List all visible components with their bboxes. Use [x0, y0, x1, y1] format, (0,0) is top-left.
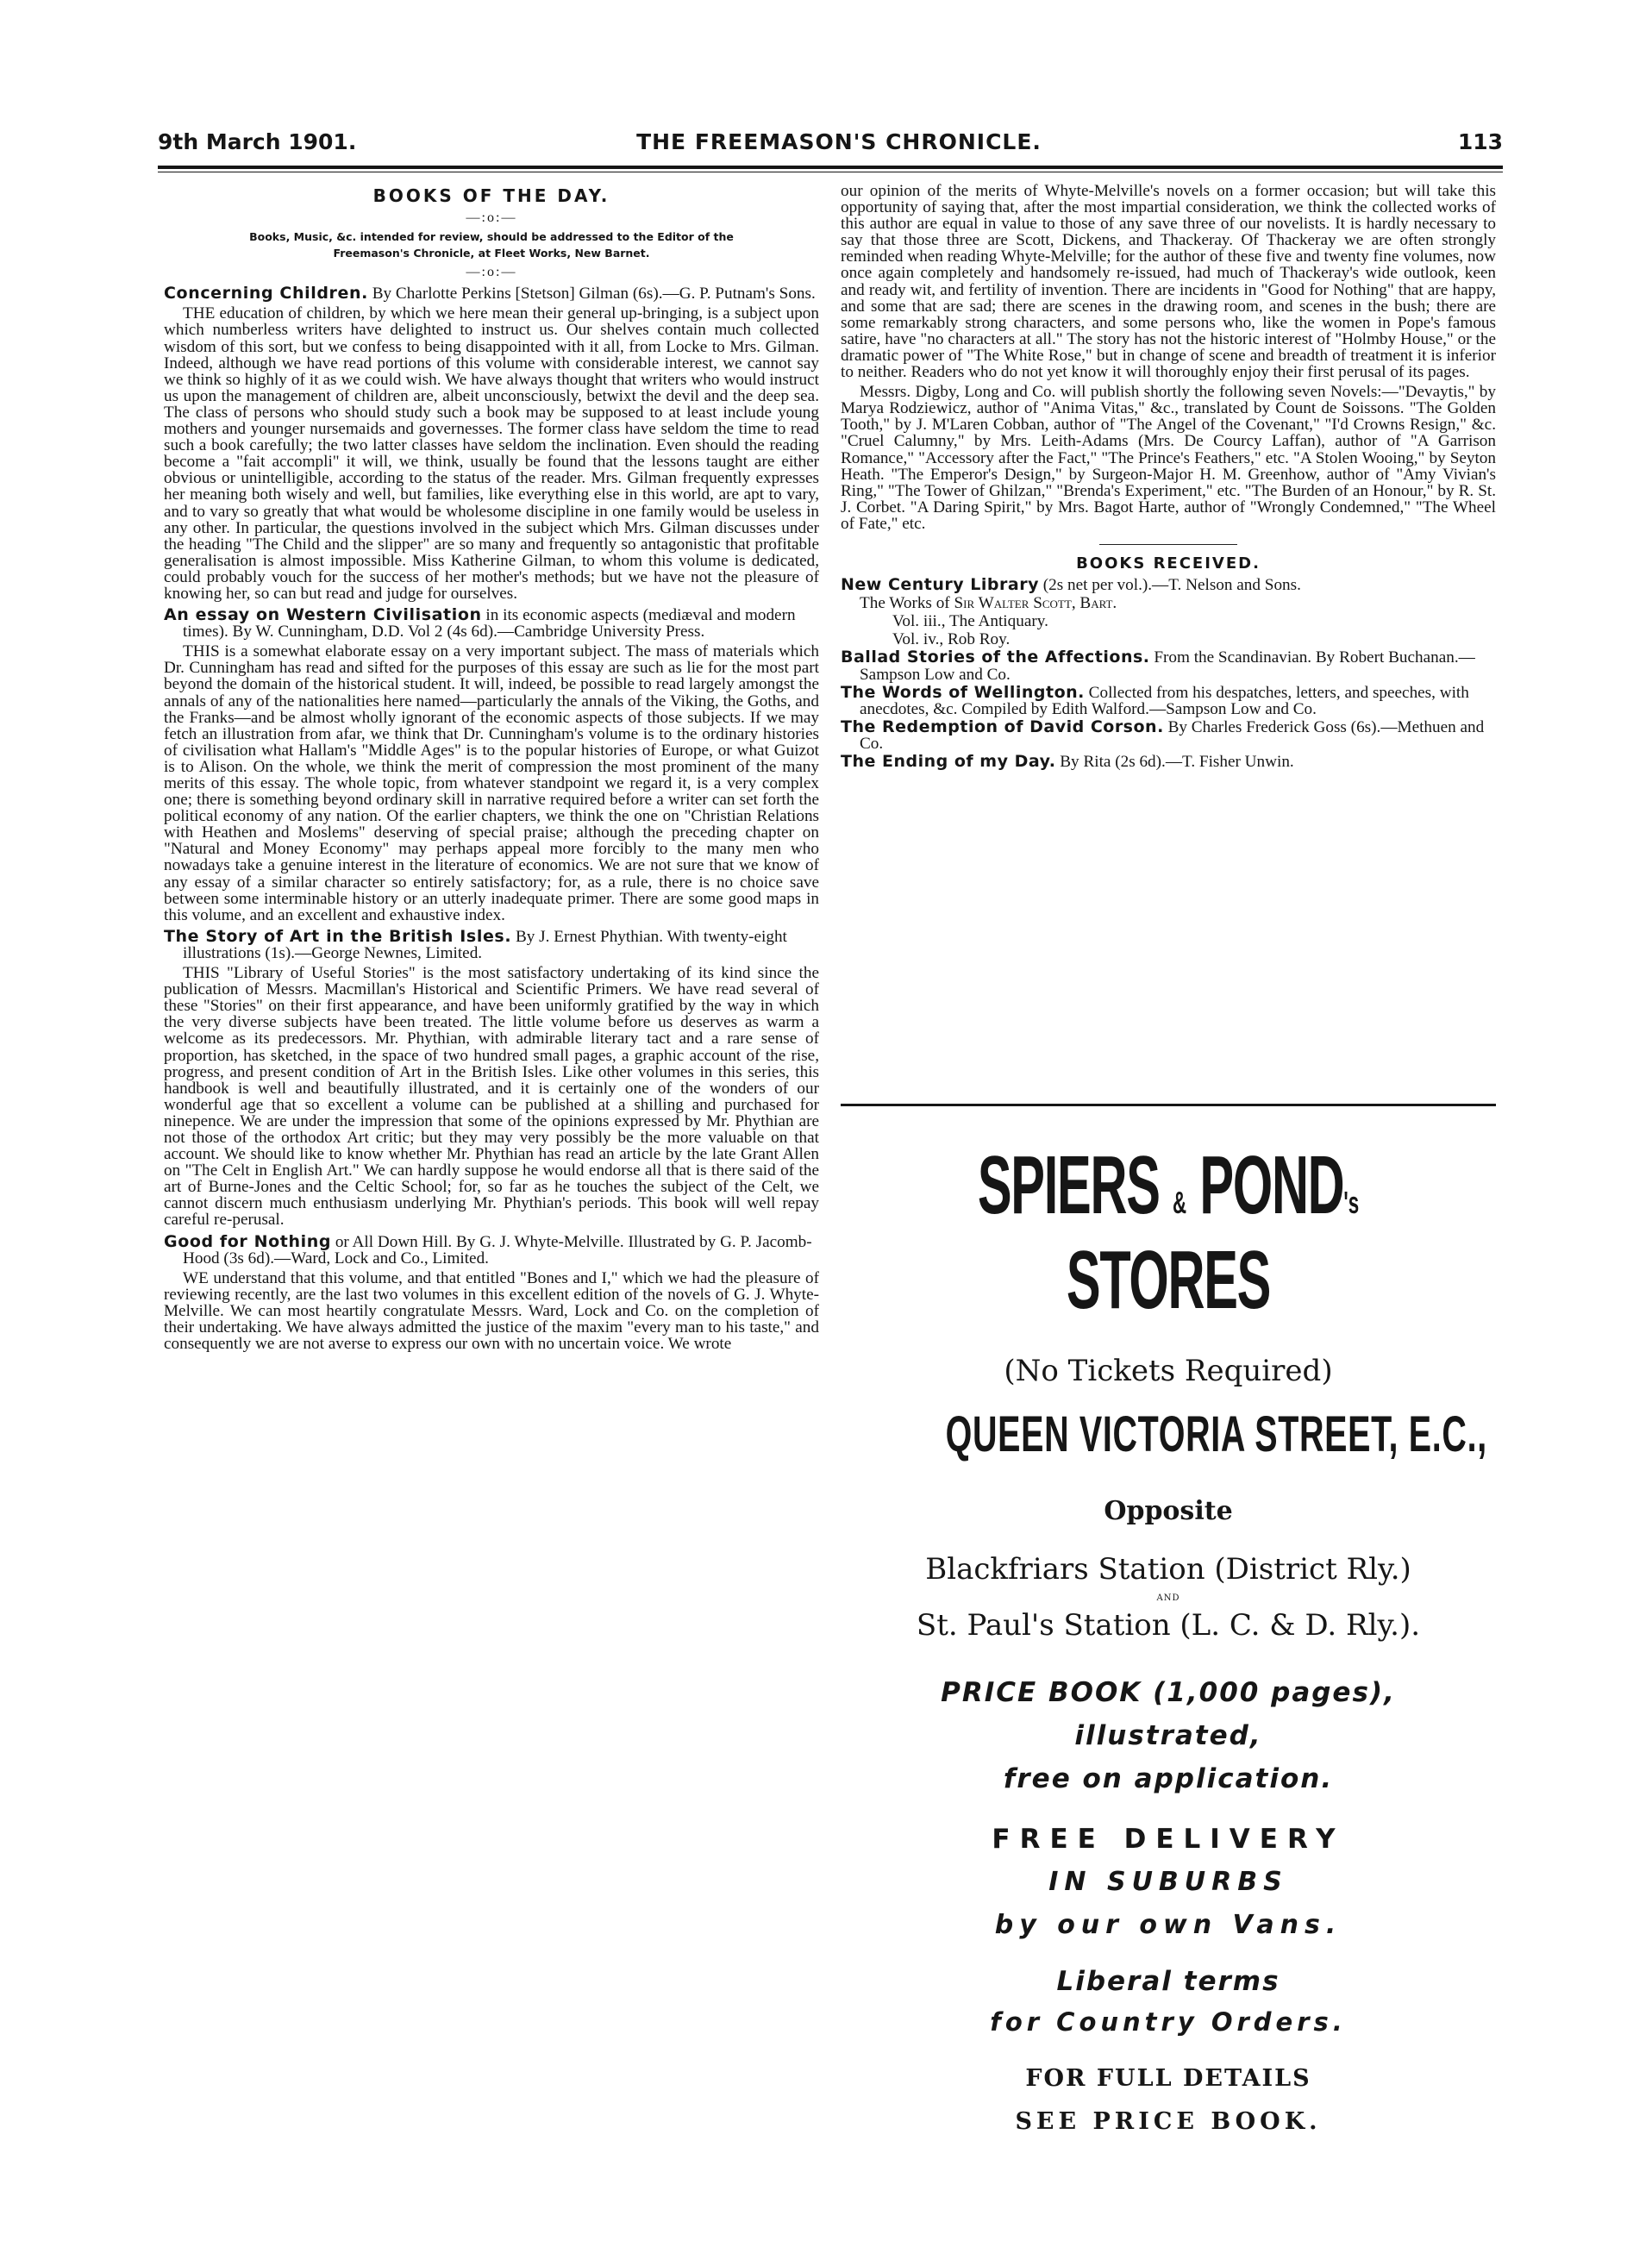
publisher-announcement: Messrs. Digby, Long and Co. will publish shortly the following seven Novels:—"Devaytis," by Marya Rodziewicz, author of "Anima Vitas," &c., translated by Count de Soissons. "The Golden Tooth," by J. M'Laren Cobban, author of "The Angel of the Covenant," "I'd Crowns Resign," &c. "Cruel Calumny," by Mrs. Leith-Adams (Mrs. De Courcy Laffan), author of "A Garrison Romance," "Accessory after the Fact," "The Prince's Feathers," etc. "A Stolen Wooing," by Seyton Heath. "The Emperor's Design," by Surgeon-Major H. M. Greenhow, author of "Amy Vivian's Ring," "The Tower of Ghilzan," "Brenda's Experiment," etc. "The Burden of an Honour," by R. St. J. Corbet. "A Daring Spirit," by Mrs. Bagot Harte, author of "Wrongly Condemned," "The Wheel of Fate," etc.	[841, 383, 1496, 533]
received-volume	[892, 631, 1496, 648]
ornament-divider: —:o:—	[466, 210, 517, 226]
ad-price-book-3: free on application.	[1003, 1763, 1334, 1794]
received-subline	[860, 595, 1496, 611]
received-details: By Charles Frederick Goss (6s).—Methuen and Co.	[860, 717, 1485, 753]
spiers-pond-advertisement	[841, 1104, 1496, 2138]
review-heading-story-of-art	[164, 926, 819, 962]
review-heading-western-civilisation	[164, 607, 819, 640]
received-title: The Ending of my Day.	[841, 752, 1056, 771]
ornament-divider-2: —:o:—	[466, 265, 517, 280]
ad-free-delivery: FREE DELIVERY	[992, 1824, 1345, 1855]
section-heading-books-received: BOOKS RECEIVED.	[1076, 554, 1261, 573]
received-item	[841, 577, 1496, 593]
review-title: An essay on Western Civilisation	[164, 605, 482, 625]
publication-title: THE FREEMASON'S CHRONICLE.	[636, 129, 1042, 154]
received-item	[841, 682, 1496, 718]
review-title: Good for Nothing	[164, 1231, 332, 1251]
ad-see-price-book: SEE PRICE BOOK.	[1015, 2108, 1322, 2135]
issue-date: 9th March 1901.	[158, 129, 357, 154]
editor-notice-line-1: Books, Music, &c. intended for review, should be addressed to the Editor of the	[249, 230, 734, 244]
ad-brand-pond: POND	[1199, 1139, 1344, 1231]
editor-notice-line-2: Freemason's Chronicle, at Fleet Works, New Barnet.	[333, 247, 650, 260]
left-column	[164, 183, 819, 1355]
review-citation: By J. Ernest Phythian. With twenty-eight illustrations (1s).—George Newnes, Limited.	[183, 927, 787, 962]
header-rule-thick	[158, 166, 1503, 169]
section-heading-books-of-the-day: BOOKS OF THE DAY.	[372, 185, 610, 206]
ad-brand-stores: STORES	[1066, 1234, 1271, 1326]
received-details: (2s net per vol.).—T. Nelson and Sons.	[1042, 576, 1301, 595]
scott-name: Sir Walter Scott, Bart.	[954, 594, 1117, 613]
ad-opposite: Opposite	[1104, 1496, 1233, 1526]
ad-liberal-terms-1: Liberal terms	[1056, 1966, 1280, 1997]
review-citation: By Charlotte Perkins [Stetson] Gilman (6s).—G. P. Putnam's Sons.	[372, 285, 816, 304]
review-body: WE understand that this volume, and that entitled "Bones and I," which we had the pleasure of reviewing recently, are the last two volumes in this excellent edition of the novels of G. J. Whyte-Melville. We can most heartily congratulate Messrs. Ward, Lock and Co. on the completion of their undertaking. We have always admitted the justice of the maxim "every man to his taste," and consequently we are not averse to express our own with no uncertain voice. We wrote	[164, 1268, 819, 1354]
received-volume	[892, 613, 1496, 629]
volume-label: Vol. iii.,	[892, 612, 946, 631]
ad-price-book-1: PRICE BOOK (1,000 pages),	[941, 1677, 1396, 1708]
review-title: The Story of Art in the British Isles.	[164, 926, 512, 946]
ad-brand-ampersand: &	[1173, 1185, 1187, 1220]
running-head	[158, 129, 1503, 167]
right-column	[841, 183, 1496, 772]
received-details: By Rita (2s 6d).—T. Fisher Unwin.	[1060, 753, 1294, 771]
received-details: Collected from his despatches, letters, and speeches, with anecdotes, &c. Compiled by Edith Walford.—Sampson Low and Co.	[860, 683, 1469, 718]
review-body: THE education of children, by which we here mean their general up-bringing, is a subject upon which numberless writers have delighted to instruct us. Our shelves contain much collected wisdom of this sort, but we confess to being disappointed with it all, from Locke to Mrs. Gilman. Indeed, although we have read portions of this volume with considerable interest, we cannot say we think so highly of it as we could wish. We have always thought that writers who would instruct us upon the management of children are, albeit unconsciously, betwixt the devil and the deep sea. The class of persons who should study such a book may be supposed to at least include young mothers and younger nursemaids and governesses. The former class have seldom the time to read such a book carefully; the two latter classes have seldom the inclination. Even should the reading become a "fait accompli" it will, we think, usually be found that the lessons taught are either obvious or unintelligible, according to the status of the reader. Mrs. Gilman frequently expresses her meaning both wisely and well, but families, like everything else in this world, are apt to vary, and to vary so greatly that what would be wholesome discipline in one family would be useless in any other. In particular, the questions involved in the subject which Mrs. Gilman discusses under the heading "The Child and the slipper" are so many and frequently so antagonistic that profitable generalisation is almost impossible. Miss Katherine Gilman, to whom this volume is dedicated, could probably vouch for the success of her mother's methods; but we have not the pleasure of knowing her, so can but read and judge for ourselves.	[164, 304, 819, 603]
received-item	[841, 719, 1496, 752]
ad-full-details: FOR FULL DETAILS	[1025, 2065, 1311, 2092]
received-title: Ballad Stories of the Affections.	[841, 648, 1150, 667]
review-title: Concerning Children.	[164, 284, 368, 304]
ad-in-suburbs: IN SUBURBS	[1048, 1867, 1288, 1897]
ad-and: AND	[1156, 1593, 1180, 1603]
ad-street: QUEEN VICTORIA STREET, E.C.,	[945, 1406, 1487, 1462]
received-title: The Words of Wellington.	[841, 682, 1085, 702]
received-title: The Redemption of David Corson.	[841, 717, 1164, 736]
ad-station-st-pauls: St. Paul's Station (L. C. & D. Rly.).	[916, 1608, 1421, 1643]
ad-station-blackfriars: Blackfriars Station (District Rly.)	[925, 1552, 1411, 1587]
section-rule	[1099, 544, 1237, 545]
review-citation: in its economic aspects (mediæval and modern times). By W. Cunningham, D.D. Vol 2 (4s 6d).—Cambridge University Press.	[183, 606, 796, 642]
ad-no-tickets: (No Tickets Required)	[1004, 1354, 1333, 1388]
received-item	[841, 754, 1496, 770]
ad-price-book-2: illustrated,	[1074, 1720, 1262, 1751]
review-citation: or All Down Hill. By G. J. Whyte-Melville. Illustrated by G. P. Jacomb-Hood (3s 6d).—Ward, Lock and Co., Limited.	[183, 1232, 812, 1268]
received-item	[841, 649, 1496, 682]
review-heading-concerning-children	[164, 285, 819, 302]
received-title: New Century Library	[841, 575, 1039, 595]
received-details: From the Scandinavian. By Robert Buchanan.—Sampson Low and Co.	[860, 648, 1475, 684]
scott-prefix: The Works of	[860, 594, 950, 613]
review-body: THIS "Library of Useful Stories" is the most satisfactory undertaking of its kind since the publication of Messrs. Macmillan's Historical and Scientific Primers. We have read several of these "Stories" on their first appearance, and have been uniformly gratified by the way in which the very diverse subjects have been treated. The little volume before us deserves as warm a welcome as its predecessors. Mr. Phythian, with admirable literary tact and a rare sense of proportion, has sketched, in the space of two hundred small pages, a graphic account of the rise, progress, and present condition of Art in the British Isles. Like other volumes in this series, this handbook is well and beautifully illustrated, and it is certainly one of the wonders of our wonderful age that so excellent a volume can be published at a shilling and purchased for ninepence. We are under the impression that some of the opinions expressed by Mr. Phythian are not those of the orthodox Art critic; but they may very possibly be the more valuable on that account. We should like to know whether Mr. Phythian has read an article by the late Grant Allen on "The Celt in English Art." We can hardly suppose he would endorse all that is there said of the art of Burne-Jones and the Celtic School; for, so far as he touches the subject of the Celt, we cannot discern much enthusiasm underlying Mr. Phythian's periods. This book will well repay careful re-perusal.	[164, 964, 819, 1230]
page-number: 113	[1457, 129, 1503, 154]
review-heading-good-for-nothing	[164, 1231, 819, 1268]
volume-label: Vol. iv.,	[892, 630, 944, 649]
ad-own-vans: by our own Vans.	[994, 1910, 1342, 1940]
review-body: THIS is a somewhat elaborate essay on a very important subject. The mass of materials which Dr. Cunningham has read and sifted for the purposes of this essay are such as lie for the most part beyond the domain of the historical student. It will, indeed, be possible to read largely amongst the annals of any of the nationalities here named—particularly the annals of the Viking, the Goths, and the Franks—and be almost wholly ignorant of the economic aspects of those subjects. If we may fetch an illustration from afar, we think that Dr. Cunningham's volume is to the ordinary histories of civilisation what Hallam's "Middle Ages" is to the popular histories of Europe, or what Guizot is to Alison. On the whole, we think the merit of compression the most prominent of the many merits of this essay. The whole topic, from whatever standpoint we regard it, is a very complex one; there is something beyond ordinary skill in narrative required before a writer can set forth the political economy of any nation. Of the earlier chapters, we think the one on "Christian Relations with Heathen and Moslems" deserving of special praise; although the preceding chapter on "Natural and Money Economy" may perhaps appeal more forcibly to the many men who nowadays take a genuine interest in the literature of economics. We are not sure that we know of any essay of a similar character so entirely satisfactory; for, as a rule, there is no choice save between some interminable history or an utterly inadequate primer. There are some good maps in this volume, and an excellent and exhaustive index.	[164, 642, 819, 924]
volume-title: Rob Roy.	[947, 630, 1011, 649]
volume-title: The Antiquary.	[948, 612, 1048, 631]
ad-brand-line-1	[965, 1138, 1371, 1233]
ad-liberal-terms-2: for Country Orders.	[990, 2007, 1347, 2037]
ad-brand-spiers: SPIERS	[977, 1139, 1160, 1231]
review-continuation: our opinion of the merits of Whyte-Melville's novels on a former occasion; but will take this opportunity of saying that, after the most impartial consideration, we think the collected works of this author are equal in value to those of any save three of our novelists. It is hardly necessary to say that those three are Scott, Dickens, and Thackeray. Of Thackeray we are often strongly reminded when reading Whyte-Melville; for the author of these five and twenty fine volumes, now once again completely and handsomely re-issued, had much of Thackeray's wide outlook, keen and ready wit, and fertility of invention. There are incidents in "Good for Nothing" that are happy, and some that are sad; there are scenes in the drawing room, and scenes in the bush; there are some remarkably strong characters, and some persons who, like the women in Pope's famous satire, have "no characters at all." The story has not the historic interest of "Holmby House," or the dramatic power of "The White Rose," but in change of scene and breadth of treatment it is inferior to neither. Readers who do not yet know it will thoroughly enjoy their first perusal of its pages.	[841, 182, 1496, 382]
ad-brand-suffix: 's	[1343, 1185, 1360, 1220]
